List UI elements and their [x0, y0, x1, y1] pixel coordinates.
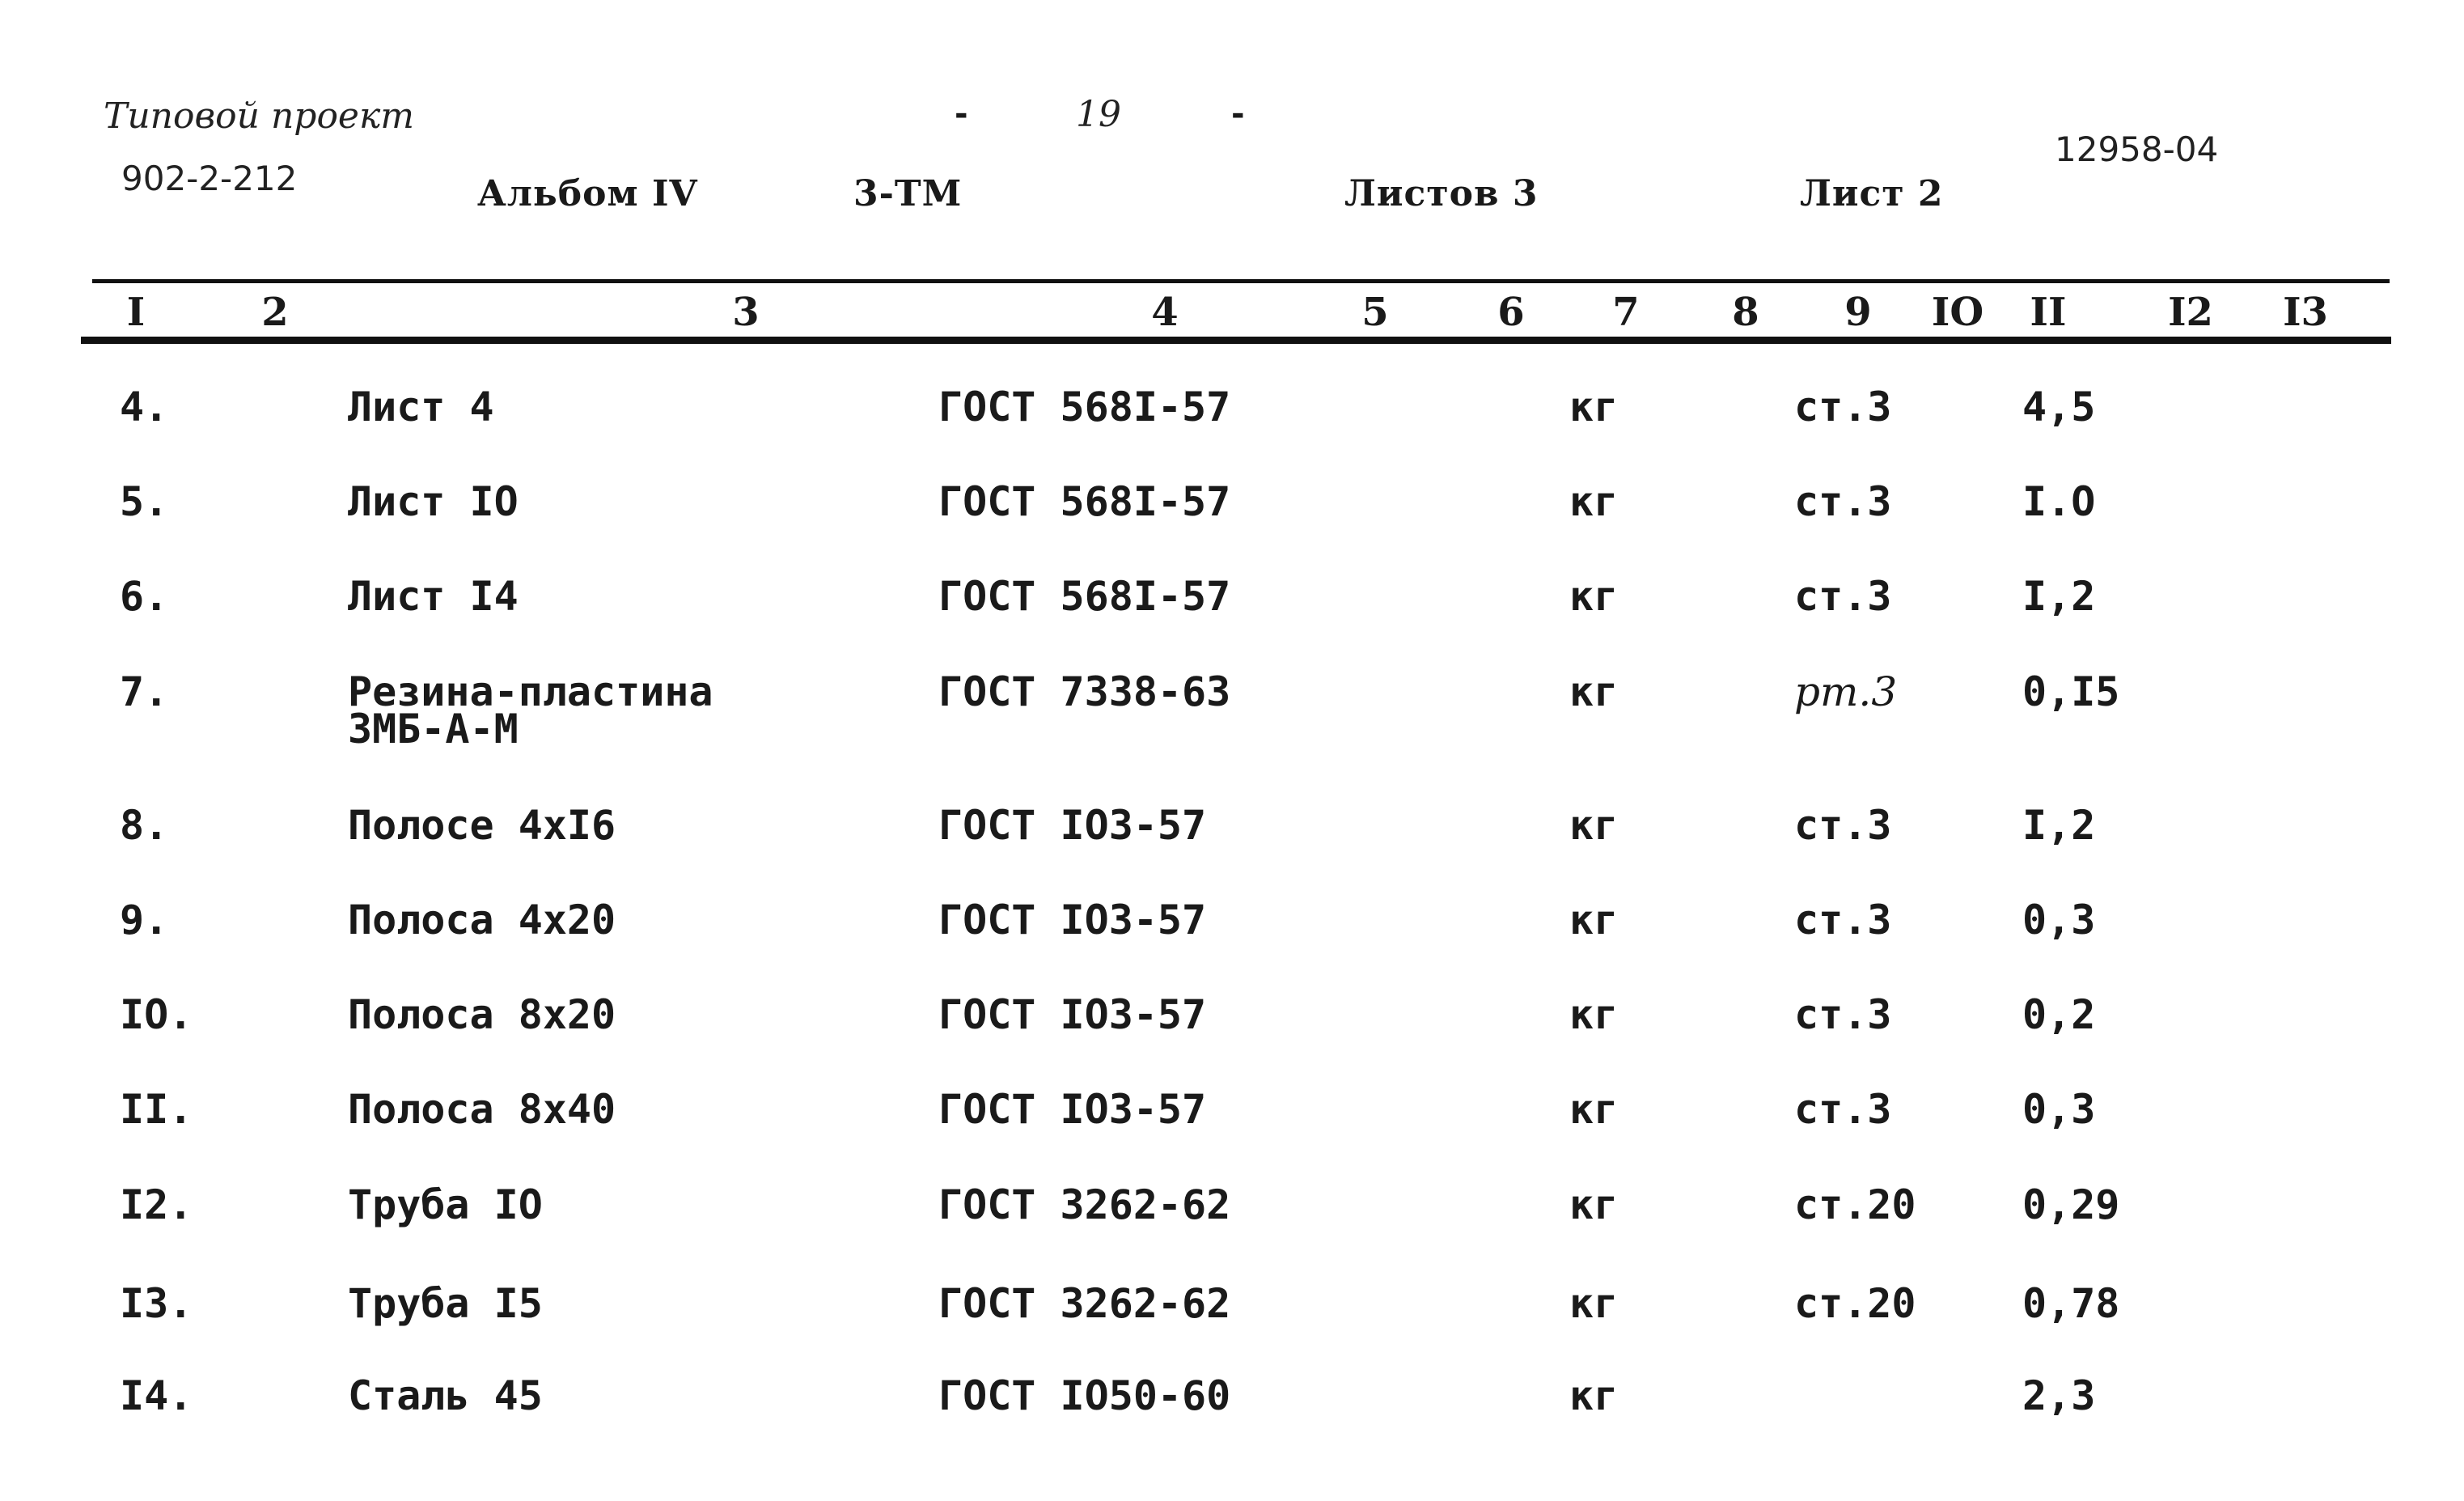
col-header-1: I	[126, 290, 146, 335]
item-material: ст.3	[1794, 384, 1892, 430]
col-header-9: 9	[1844, 290, 1872, 335]
col-header-11: II	[2030, 290, 2067, 335]
page-dash-right: -	[1231, 95, 1245, 133]
row-number: II.	[120, 1086, 193, 1133]
item-quantity: I,2	[2022, 802, 2096, 849]
item-name: Труба I5	[348, 1280, 543, 1327]
item-unit: кг	[1569, 1372, 1619, 1419]
row-number: I2.	[120, 1181, 193, 1228]
col-header-7: 7	[1612, 290, 1640, 335]
row-number: 5.	[120, 478, 169, 525]
project-title-handwritten: Типовой проект	[104, 95, 414, 137]
col-header-12: I2	[2168, 290, 2213, 335]
table-row	[0, 1280, 2464, 1372]
sheet-current: Лист 2	[1800, 173, 1944, 214]
item-name: Лист I4	[348, 573, 519, 620]
project-number: 902-2-212	[121, 159, 298, 198]
item-material: ст.20	[1794, 1280, 1916, 1327]
album-label: Альбом IV	[477, 173, 698, 214]
item-material: ст.3	[1794, 802, 1892, 849]
item-material: ст.3	[1794, 897, 1892, 943]
row-number: IO.	[120, 991, 193, 1038]
table-row	[0, 384, 2464, 476]
col-header-13: I3	[2283, 290, 2328, 335]
item-quantity: 0,2	[2022, 991, 2096, 1038]
item-unit: кг	[1569, 1181, 1619, 1228]
col-header-6: 6	[1497, 290, 1525, 335]
document-number: 12958-04	[2055, 129, 2219, 169]
item-unit: кг	[1569, 991, 1619, 1038]
item-quantity: I,2	[2022, 573, 2096, 620]
item-name: Полосе 4хI6	[348, 802, 616, 849]
item-quantity: 0,3	[2022, 1086, 2096, 1133]
table-row	[0, 991, 2464, 1083]
table-row	[0, 897, 2464, 989]
item-material: ст.3	[1794, 573, 1892, 620]
item-quantity: I.O	[2022, 478, 2096, 525]
item-name: Полоса 8х40	[348, 1086, 616, 1133]
item-material: ст.3	[1794, 991, 1892, 1038]
item-standard: ГОСТ IO3-57	[938, 897, 1207, 943]
item-name: Труба IO	[348, 1181, 543, 1228]
item-quantity: 0,I5	[2022, 668, 2120, 715]
item-quantity: 4,5	[2022, 384, 2096, 430]
item-name	[348, 668, 713, 753]
page-number: 19	[1076, 94, 1121, 135]
item-name-line2: ЗМБ-А-М	[348, 706, 519, 753]
table-top-rule	[92, 279, 2390, 283]
item-unit: кг	[1569, 573, 1619, 620]
item-unit: кг	[1569, 478, 1619, 525]
col-header-5: 5	[1361, 290, 1389, 335]
item-standard: ГОСТ 568I-57	[938, 573, 1231, 620]
row-number: 6.	[120, 573, 169, 620]
item-standard: ГОСТ 568I-57	[938, 384, 1231, 430]
table-row	[0, 573, 2464, 665]
item-standard: ГОСТ 3262-62	[938, 1280, 1231, 1327]
item-quantity: 0,29	[2022, 1181, 2120, 1228]
table-row	[0, 1086, 2464, 1178]
item-standard: ГОСТ IO3-57	[938, 991, 1207, 1038]
item-name: Полоса 4х20	[348, 897, 616, 943]
item-material: ст.3	[1794, 478, 1892, 525]
row-number: 4.	[120, 384, 169, 430]
sheets-total: Листов 3	[1344, 173, 1539, 214]
row-number: 9.	[120, 897, 169, 943]
item-unit: кг	[1569, 384, 1619, 430]
item-standard: ГОСТ 3262-62	[938, 1181, 1231, 1228]
page-dash-left: -	[955, 95, 968, 133]
row-number: 7.	[120, 668, 169, 715]
item-name: Лист 4	[348, 384, 494, 430]
item-standard: ГОСТ 568I-57	[938, 478, 1231, 525]
item-unit: кг	[1569, 802, 1619, 849]
row-number: I3.	[120, 1280, 193, 1327]
item-name-line1: Резина-пластина	[348, 668, 713, 715]
item-material: рт.3	[1794, 668, 1898, 715]
item-name: Сталь 45	[348, 1372, 543, 1419]
table-row	[0, 1181, 2464, 1274]
item-unit: кг	[1569, 668, 1619, 715]
item-standard: ГОСТ 7338-63	[938, 668, 1231, 715]
item-standard: ГОСТ IO3-57	[938, 802, 1207, 849]
col-header-10: IO	[1931, 290, 1984, 335]
table-row	[0, 1372, 2464, 1465]
table-header-rule	[81, 337, 2391, 344]
item-standard: ГОСТ IO50-60	[938, 1372, 1231, 1419]
row-number: I4.	[120, 1372, 193, 1419]
document-code: 3-ТМ	[853, 173, 963, 214]
item-unit: кг	[1569, 1086, 1619, 1133]
item-name: Полоса 8х20	[348, 991, 616, 1038]
col-header-3: 3	[732, 290, 760, 335]
item-unit: кг	[1569, 897, 1619, 943]
table-row	[0, 668, 2464, 793]
item-unit: кг	[1569, 1280, 1619, 1327]
col-header-4: 4	[1151, 290, 1179, 335]
item-material: ст.3	[1794, 1086, 1892, 1133]
item-name: Лист IO	[348, 478, 519, 525]
table-row	[0, 802, 2464, 894]
item-material: ст.20	[1794, 1181, 1916, 1228]
item-quantity: 2,3	[2022, 1372, 2096, 1419]
row-number: 8.	[120, 802, 169, 849]
table-row	[0, 478, 2464, 570]
col-header-8: 8	[1732, 290, 1759, 335]
item-quantity: 0,3	[2022, 897, 2096, 943]
item-standard: ГОСТ IO3-57	[938, 1086, 1207, 1133]
item-quantity: 0,78	[2022, 1280, 2120, 1327]
col-header-2: 2	[261, 290, 289, 335]
